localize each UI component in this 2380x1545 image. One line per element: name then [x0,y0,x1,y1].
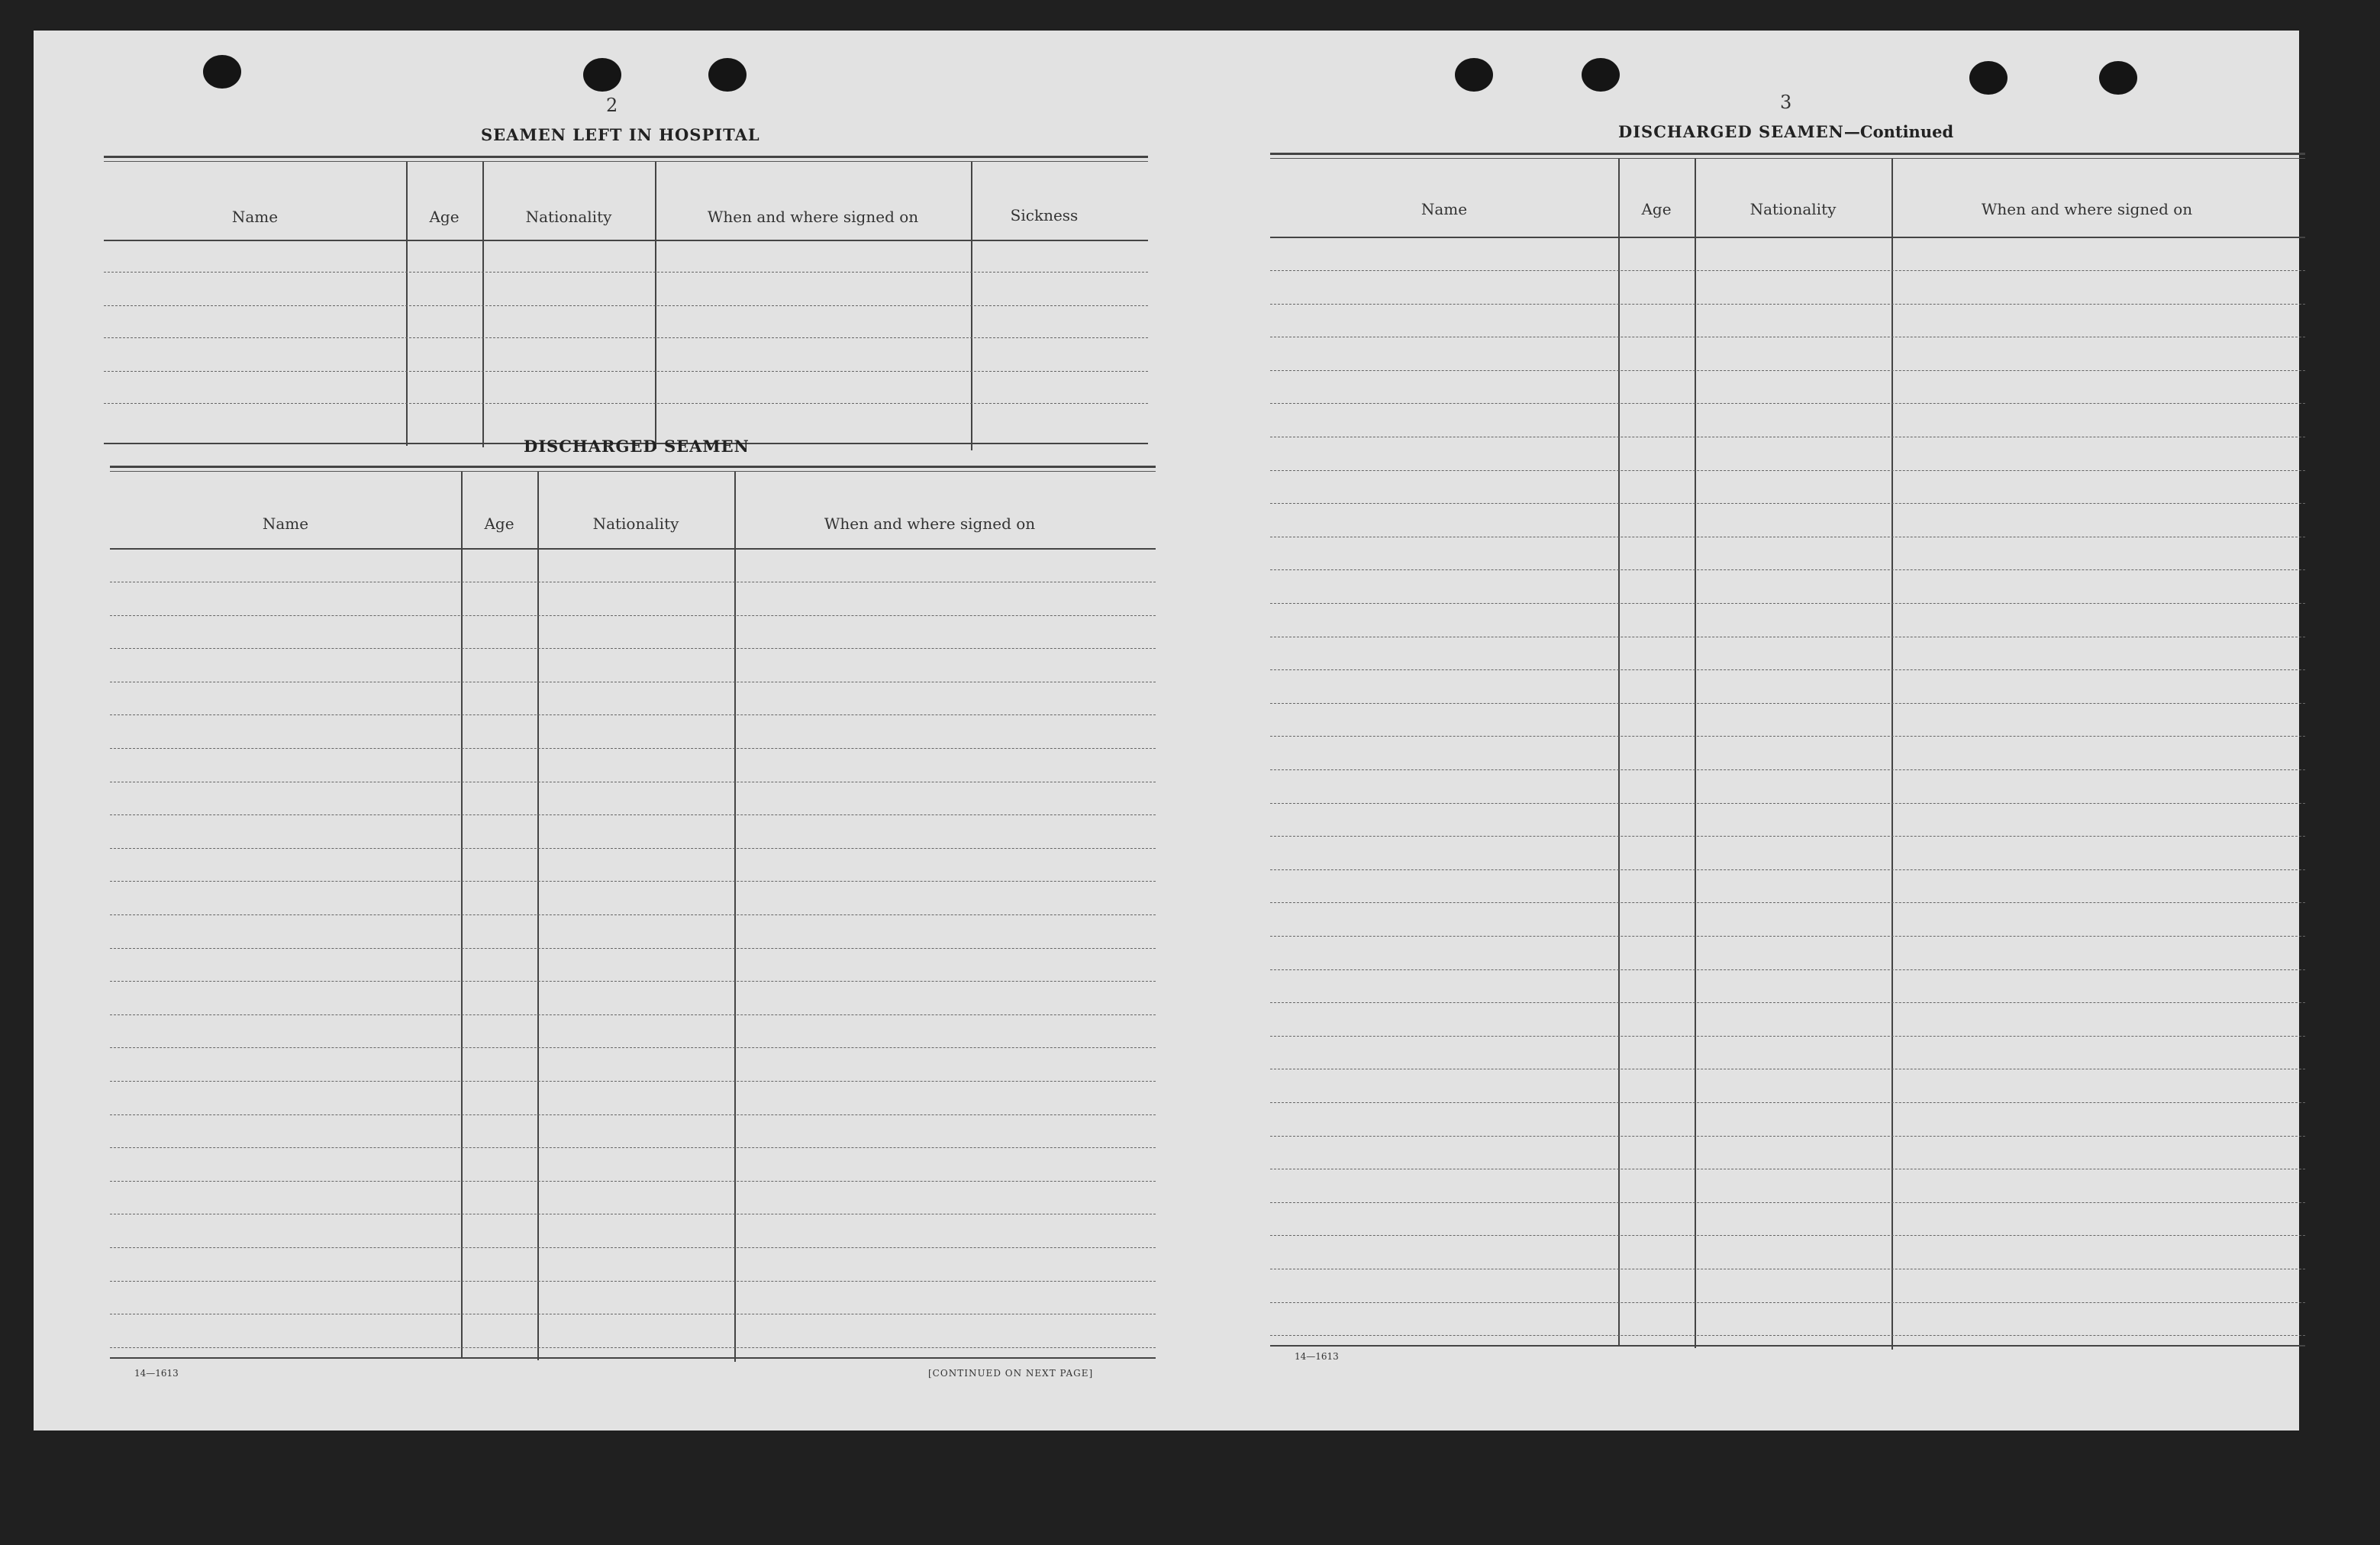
hospital-section-title: SEAMEN LEFT IN HOSPITAL [481,125,760,144]
table-row [110,1081,1156,1082]
column-header-when-where: When and where signed on [707,208,919,226]
column-header-when-where: When and where signed on [1981,200,2193,218]
table-row [1270,936,2305,937]
column-header-age: Age [429,208,460,226]
table-row [1270,1202,2305,1203]
punch-hole [1969,61,2008,95]
punch-hole [1455,58,1493,92]
table-row [110,748,1156,749]
discharged-section-title: DISCHARGED SEAMEN [524,437,750,456]
left-form-code: 14—1613 [134,1368,179,1379]
table-row [1270,1302,2305,1303]
table-row [110,848,1156,849]
punch-hole [1582,58,1620,92]
table-row [1270,803,2305,804]
table-row [1270,869,2305,870]
table-row [110,1247,1156,1248]
table-row [110,948,1156,949]
table-row [1270,370,2305,371]
table-row [1270,969,2305,970]
table-row [110,615,1156,616]
punch-hole [2099,61,2137,95]
discharged-table-right [1270,153,2305,1377]
table-row [1270,603,2305,604]
document-sheet [34,31,2299,1430]
section-title-main: DISCHARGED SEAMEN [1618,122,1844,141]
column-header-age: Age [484,514,514,533]
table-row [110,1347,1156,1348]
continued-note: [CONTINUED ON NEXT PAGE] [928,1368,1094,1379]
column-header-name: Name [1421,200,1468,218]
table-row [1270,403,2305,404]
table-row [110,814,1156,815]
table-row [110,648,1156,649]
column-header-nationality: Nationality [592,514,679,533]
table-row [1270,1335,2305,1336]
column-header-nationality: Nationality [525,208,612,226]
table-row [110,1181,1156,1182]
hospital-table [104,156,1148,449]
continued-section-title [1618,122,1953,141]
column-header-sickness: Sickness [1010,206,1079,224]
section-title-suffix: —Continued [1843,122,1954,141]
discharged-table-left [110,466,1156,1391]
table-row [110,1014,1156,1015]
table-row [1270,902,2305,903]
column-header-age: Age [1641,200,1672,218]
table-row [110,1114,1156,1115]
table-row [1270,836,2305,837]
table-row [110,1281,1156,1282]
punch-hole [203,55,241,89]
table-row [1270,304,2305,305]
right-page-number: 3 [1780,92,1792,113]
table-row [110,914,1156,915]
column-header-nationality: Nationality [1750,200,1837,218]
column-header-name: Name [262,514,309,533]
table-row [1270,270,2305,271]
table-row [110,1147,1156,1148]
table-row [1270,1002,2305,1003]
table-row [1270,1102,2305,1103]
right-form-code: 14—1613 [1295,1351,1339,1362]
table-row [1270,569,2305,570]
table-row [1270,470,2305,471]
left-page-number: 2 [606,95,618,116]
table-row [110,714,1156,715]
table-row [1270,736,2305,737]
column-header-when-where: When and where signed on [824,514,1036,533]
punch-hole [708,58,747,92]
table-row [110,881,1156,882]
table-row [1270,669,2305,670]
table-row [1270,703,2305,704]
punch-hole [583,58,621,92]
table-row [1270,503,2305,504]
table-row [1270,1036,2305,1037]
column-header-name: Name [231,208,279,226]
table-row [1270,769,2305,770]
table-row [1270,1235,2305,1236]
table-row [110,1047,1156,1048]
table-row [110,981,1156,982]
table-row [1270,1136,2305,1137]
